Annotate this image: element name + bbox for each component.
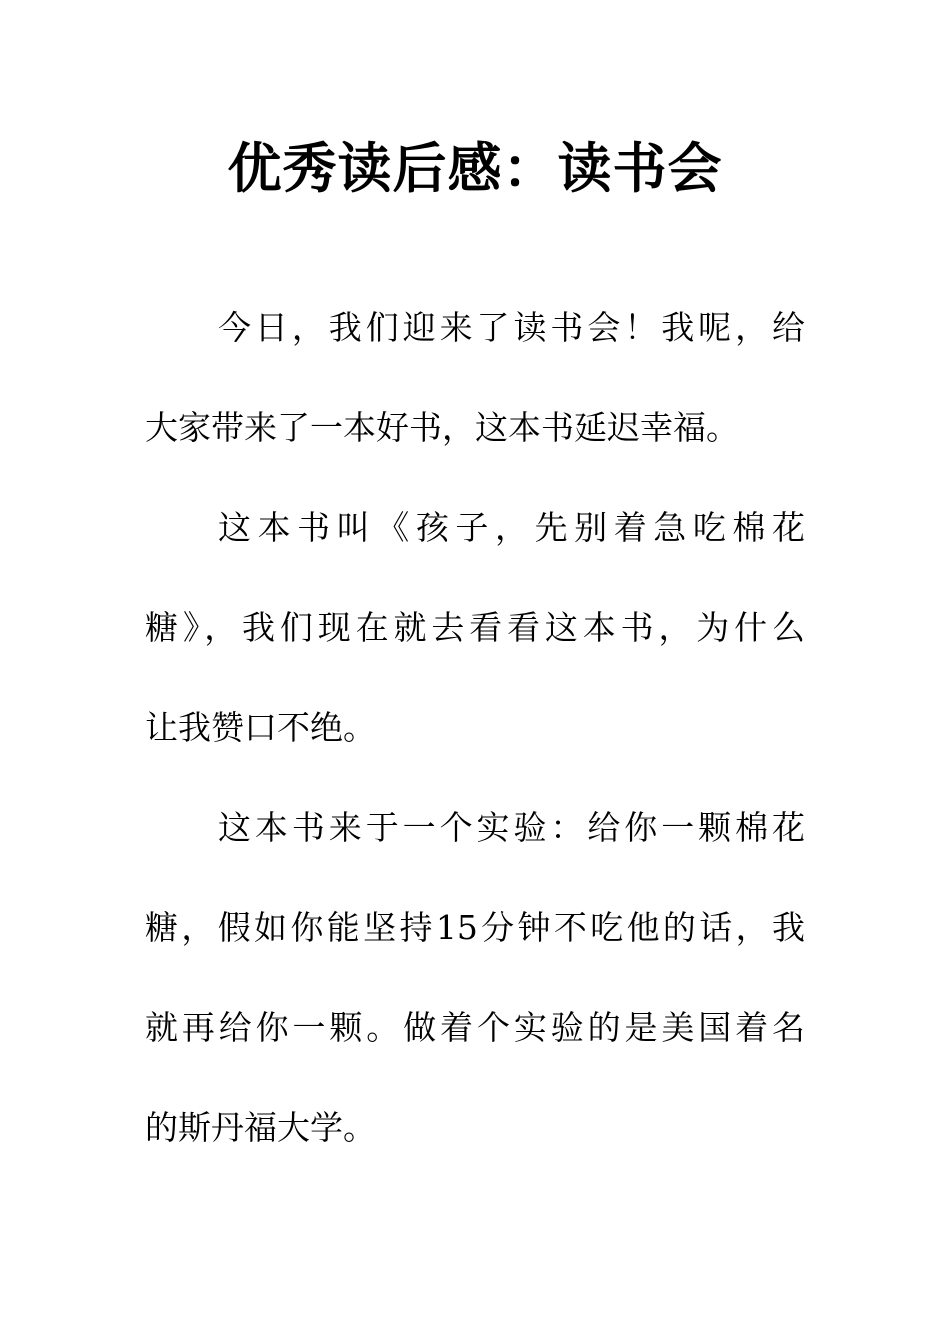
- paragraph-3-line-3: 就再给你一颗。做着个实验的是美国着名: [145, 1008, 805, 1047]
- paragraph-3-line-2: 糖，假如你能坚持15分钟不吃他的话，我: [145, 908, 805, 947]
- paragraph-1-line-1: 今日，我们迎来了读书会！我呢，给: [218, 308, 805, 347]
- paragraph-2-line-1: 这本书叫《孩子，先别着急吃棉花: [218, 508, 805, 547]
- paragraph-3-line-4: 的斯丹福大学。: [145, 1108, 376, 1147]
- paragraph-3-line-1: 这本书来于一个实验：给你一颗棉花: [218, 808, 805, 847]
- paragraph-2-line-2: 糖》，我们现在就去看看这本书，为什么: [145, 608, 805, 647]
- paragraph-1-line-2: 大家带来了一本好书，这本书延迟幸福。: [145, 408, 739, 447]
- document-title: 优秀读后感：读书会: [227, 136, 723, 200]
- paragraph-2-line-3: 让我赞口不绝。: [145, 708, 376, 747]
